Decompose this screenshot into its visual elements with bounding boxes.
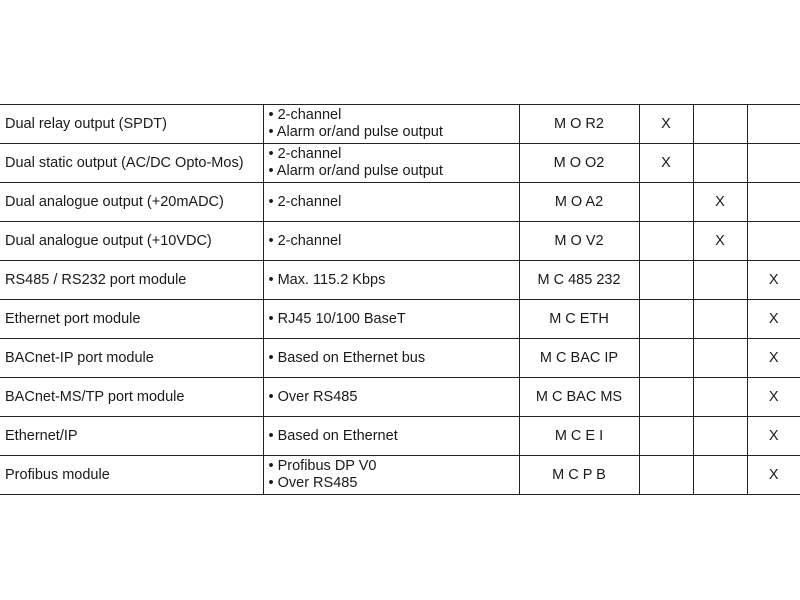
module-description: Ethernet/IP — [0, 417, 263, 456]
feature-item: • Profibus DP V0 — [268, 458, 377, 474]
compatibility-mark-1 — [639, 300, 693, 339]
module-features — [263, 339, 519, 378]
feature-item: • RJ45 10/100 BaseT — [268, 310, 406, 327]
module-description: Dual analogue output (+10VDC) — [0, 222, 263, 261]
table-row — [0, 417, 800, 456]
table-row — [0, 300, 800, 339]
module-code: M C 485 232 — [519, 261, 639, 300]
compatibility-mark-1 — [639, 339, 693, 378]
table-body — [0, 105, 800, 495]
compatibility-mark-3: X — [747, 339, 800, 378]
compatibility-mark-3 — [747, 105, 800, 144]
compatibility-mark-3 — [747, 144, 800, 183]
module-features — [263, 105, 519, 144]
module-description: Ethernet port module — [0, 300, 263, 339]
feature-item: • Max. 115.2 Kbps — [268, 271, 386, 288]
feature-item: • Alarm or/and pulse output — [268, 124, 443, 140]
feature-item: • Over RS485 — [268, 475, 358, 491]
module-features — [263, 456, 519, 495]
module-code: M O O2 — [519, 144, 639, 183]
module-description: RS485 / RS232 port module — [0, 261, 263, 300]
module-features — [263, 300, 519, 339]
compatibility-mark-1 — [639, 456, 693, 495]
feature-item: • Over RS485 — [268, 388, 358, 405]
module-features — [263, 261, 519, 300]
compatibility-mark-2 — [693, 261, 747, 300]
module-features — [263, 417, 519, 456]
compatibility-mark-2 — [693, 456, 747, 495]
module-code: M C E I — [519, 417, 639, 456]
compatibility-mark-1 — [639, 261, 693, 300]
feature-item: • Based on Ethernet — [268, 427, 398, 444]
feature-item: • 2-channel — [268, 146, 342, 162]
compatibility-mark-1 — [639, 417, 693, 456]
module-code: M C ETH — [519, 300, 639, 339]
module-description: Dual relay output (SPDT) — [0, 105, 263, 144]
table-row — [0, 378, 800, 417]
feature-item: • Based on Ethernet bus — [268, 349, 426, 366]
table-row — [0, 144, 800, 183]
module-description: Dual analogue output (+20mADC) — [0, 183, 263, 222]
table-row — [0, 105, 800, 144]
compatibility-mark-1 — [639, 183, 693, 222]
module-features — [263, 378, 519, 417]
compatibility-mark-3 — [747, 183, 800, 222]
compatibility-mark-2 — [693, 300, 747, 339]
modules-table — [0, 104, 800, 495]
table-row — [0, 456, 800, 495]
module-code: M O R2 — [519, 105, 639, 144]
table-row — [0, 339, 800, 378]
module-features — [263, 222, 519, 261]
module-code: M O V2 — [519, 222, 639, 261]
compatibility-mark-2: X — [693, 222, 747, 261]
compatibility-mark-1 — [639, 222, 693, 261]
feature-item: • 2-channel — [268, 107, 342, 123]
feature-item: • 2-channel — [268, 193, 342, 210]
table-row — [0, 261, 800, 300]
compatibility-mark-3: X — [747, 300, 800, 339]
compatibility-mark-1 — [639, 378, 693, 417]
table-row — [0, 183, 800, 222]
compatibility-mark-2 — [693, 144, 747, 183]
module-code: M C P B — [519, 456, 639, 495]
module-description: Dual static output (AC/DC Opto-Mos) — [0, 144, 263, 183]
compatibility-mark-3: X — [747, 261, 800, 300]
module-description: Profibus module — [0, 456, 263, 495]
compatibility-mark-2 — [693, 339, 747, 378]
compatibility-mark-3 — [747, 222, 800, 261]
compatibility-mark-2: X — [693, 183, 747, 222]
compatibility-mark-3: X — [747, 378, 800, 417]
module-code: M C BAC MS — [519, 378, 639, 417]
module-code: M O A2 — [519, 183, 639, 222]
compatibility-mark-3: X — [747, 456, 800, 495]
compatibility-mark-1: X — [639, 105, 693, 144]
compatibility-mark-2 — [693, 417, 747, 456]
table-row — [0, 222, 800, 261]
module-features — [263, 183, 519, 222]
feature-item: • 2-channel — [268, 232, 342, 249]
module-code: M C BAC IP — [519, 339, 639, 378]
compatibility-mark-2 — [693, 105, 747, 144]
compatibility-mark-3: X — [747, 417, 800, 456]
module-description: BACnet-IP port module — [0, 339, 263, 378]
module-description: BACnet-MS/TP port module — [0, 378, 263, 417]
compatibility-mark-1: X — [639, 144, 693, 183]
module-features — [263, 144, 519, 183]
compatibility-mark-2 — [693, 378, 747, 417]
feature-item: • Alarm or/and pulse output — [268, 163, 443, 179]
